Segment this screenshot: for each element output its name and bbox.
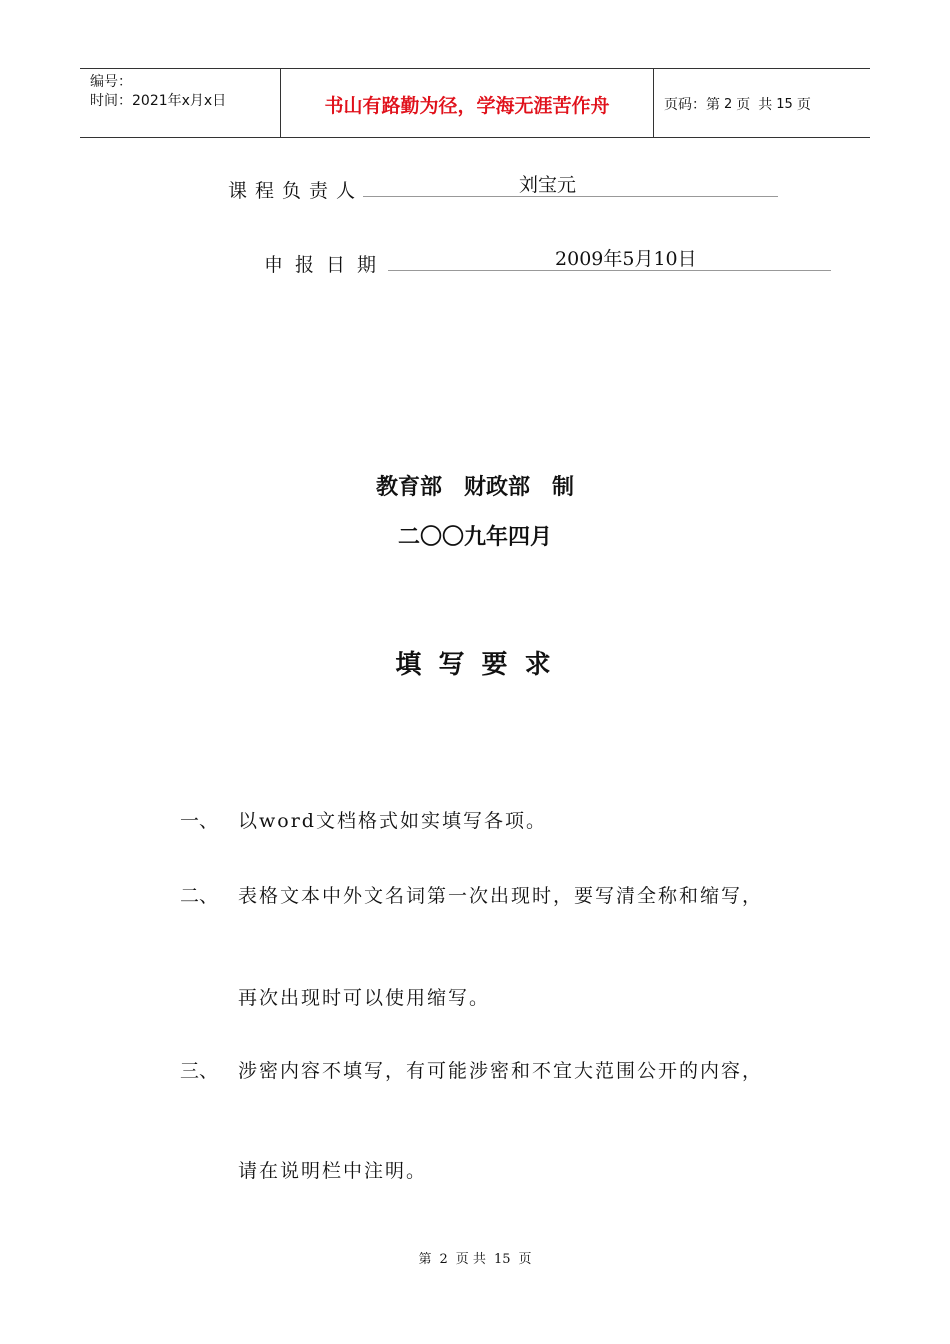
footer-prefix: 第 — [418, 1252, 432, 1267]
req-number: 三、 — [180, 1060, 219, 1082]
page-prefix: 页码：第 — [664, 97, 720, 113]
footer-total: 15 — [493, 1252, 511, 1267]
field-underline — [388, 246, 831, 271]
code-label: 编号： — [90, 74, 132, 90]
header-page-info — [654, 69, 870, 137]
page-header — [80, 68, 870, 138]
req-line: 涉密内容不填写，有可能涉密和不宜大范围公开的内容， — [238, 1060, 764, 1082]
footer-mid: 页 共 — [455, 1252, 486, 1267]
footer-current: 2 — [439, 1252, 448, 1267]
page-current: 2 — [724, 96, 733, 112]
req-line: 以word文档格式如实填写各项。 — [238, 810, 547, 832]
section-title: 填 写 要 求 — [395, 650, 555, 680]
field-label: 课程负责人 — [228, 180, 364, 202]
issue-date: 二〇〇九年四月 — [397, 524, 552, 550]
header-motto: 书山有路勤为径，学海无涯苦作舟 — [281, 69, 654, 137]
req-number: 二、 — [180, 885, 219, 907]
field-apply-date — [264, 246, 831, 277]
field-value: 刘宝元 — [519, 174, 577, 196]
page-total: 15 — [776, 96, 793, 112]
page-footer — [0, 1248, 950, 1267]
page-suffix: 页 — [796, 97, 811, 113]
field-course-leader — [228, 172, 778, 203]
req-number: 一、 — [180, 810, 219, 832]
field-underline — [363, 172, 778, 197]
footer-suffix: 页 — [518, 1252, 532, 1267]
page-total-prefix: 共 — [758, 97, 773, 113]
field-label: 申报日期 — [264, 254, 389, 276]
issuer: 教育部 财政部 制 — [375, 474, 574, 500]
page-mid: 页 — [736, 97, 751, 113]
header-meta — [80, 69, 281, 137]
req-line: 表格文本中外文名词第一次出现时，要写清全称和缩写， — [238, 885, 764, 907]
time-label: 时间：2021年x月x日 — [90, 93, 227, 109]
field-value: 2009年5月10日 — [555, 248, 697, 270]
req-line: 再次出现时可以使用缩写。 — [238, 987, 491, 1009]
req-line: 请在说明栏中注明。 — [238, 1160, 428, 1182]
